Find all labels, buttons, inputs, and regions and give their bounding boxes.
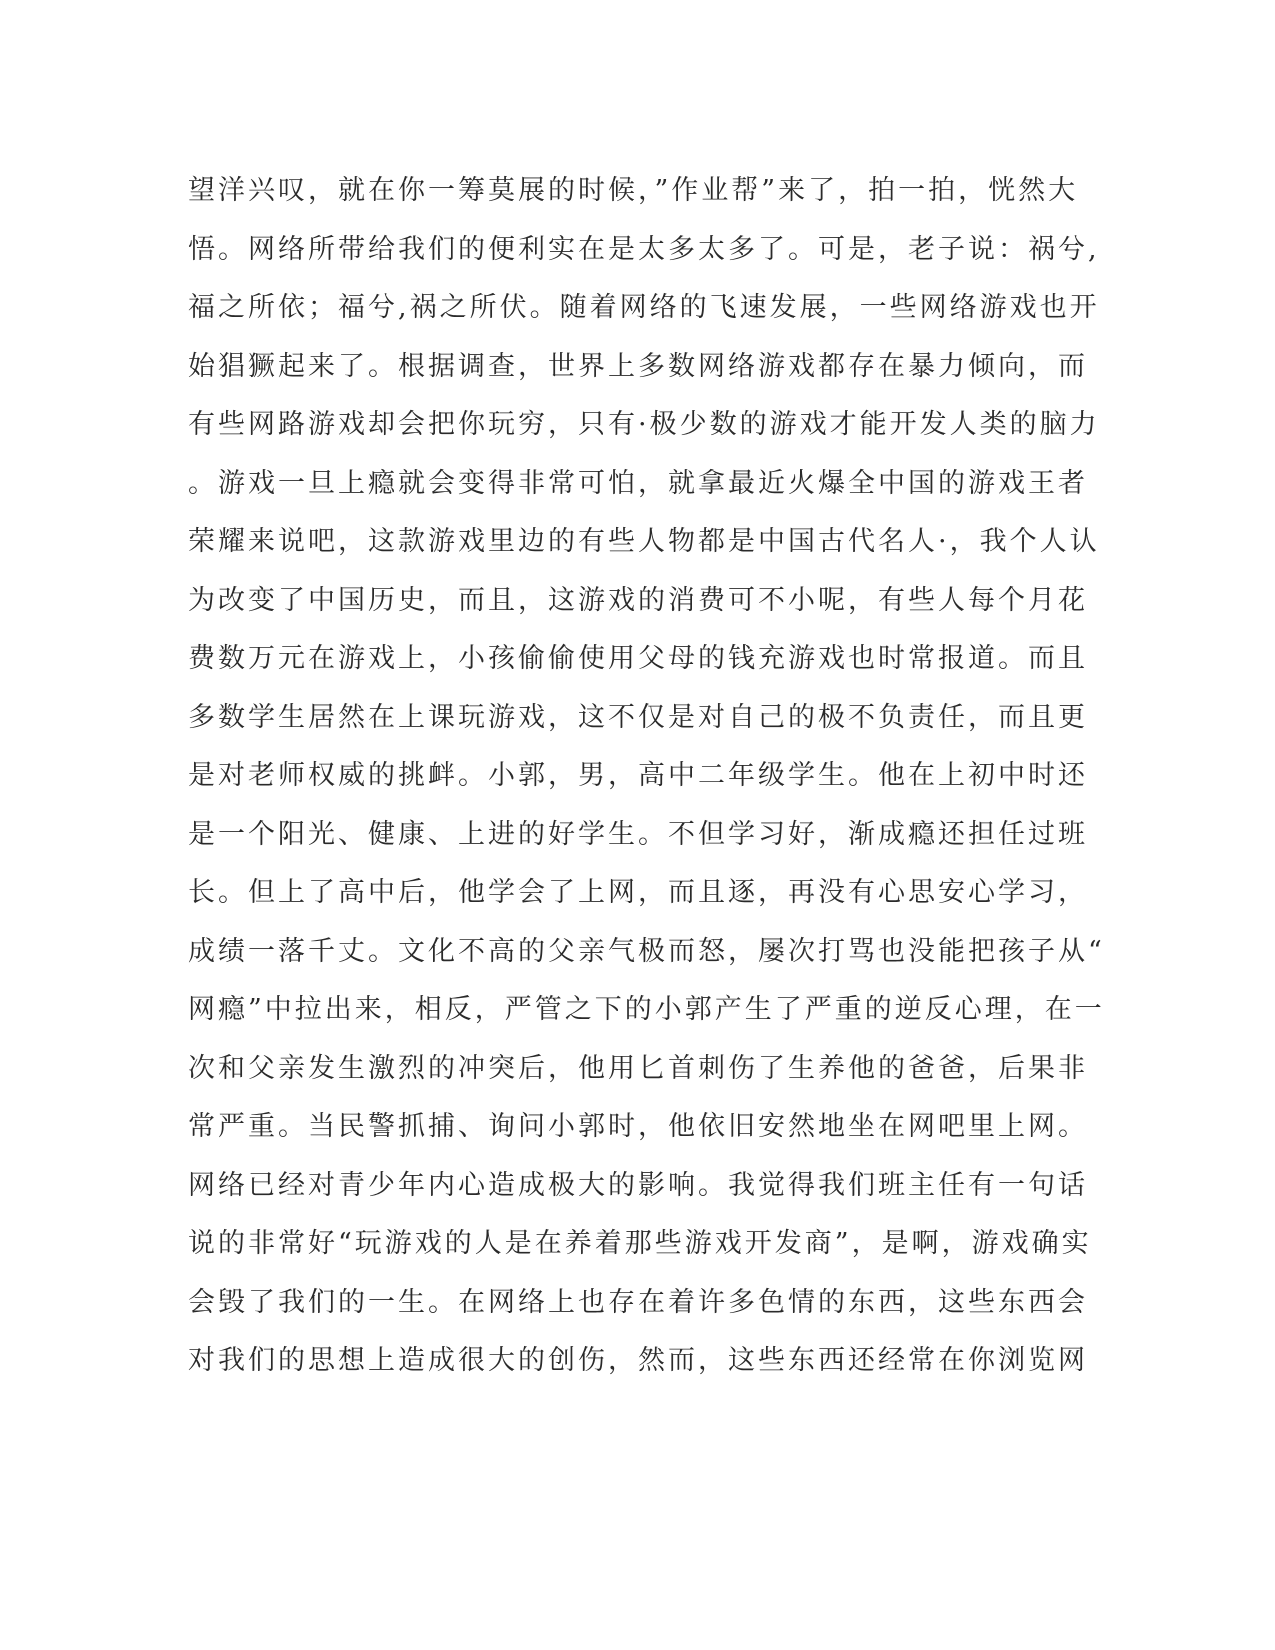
text-line: 对我们的思想上造成很大的创伤，然而，这些东西还经常在你浏览网 [188,1345,1088,1376]
text-line: 福之所依；福兮,祸之所伏。随着网络的飞速发展，一些网络游戏也开 [188,292,1100,323]
text-line: 多数学生居然在上课玩游戏，这不仅是对自己的极不负责任，而且更 [188,701,1088,733]
text-line: 始猖獗起来了。根据调查，世界上多数网络游戏都存在暴力倾向，而 [188,350,1088,382]
text-line: 常严重。当民警抓捕、询问小郭时，他依旧安然地坐在网吧里上网。 [188,1111,1088,1142]
text-line: 为改变了中国历史，而且，这游戏的消费可不小呢，有些人每个月花 [188,584,1088,616]
text-line: 说的非常好“玩游戏的人是在养着那些游戏开发商”，是啊，游戏确实 [188,1228,1092,1259]
text-line: 费数万元在游戏上，小孩偷偷使用父母的钱充游戏也时常报道。而且 [188,643,1088,674]
text-line: 是一个阳光、健康、上进的好学生。不但学习好，渐成瘾还担任过班 [188,818,1088,850]
text-line: 成绩一落千丈。文化不高的父亲气极而怒，屡次打骂也没能把孩子从“ [188,935,1105,967]
text-line: 次和父亲发生激烈的冲突后，他用匕首刺伤了生养他的爸爸，后果非 [188,1052,1088,1084]
text-line: 。游戏一旦上瘾就会变得非常可怕，就拿最近火爆全中国的游戏王者 [188,467,1088,499]
body-text [188,162,1105,1391]
text-line: 望洋兴叹，就在你一筹莫展的时候，”作业帮”来了，拍一拍，恍然大 [188,175,1079,206]
text-line: 是对老师权威的挑衅。小郭，男，高中二年级学生。他在上初中时还 [188,760,1088,791]
text-line: 有些网路游戏却会把你玩穷，只有·极少数的游戏才能开发人类的脑力 [188,409,1100,440]
text-line: 网瘾”中拉出来，相反，严管之下的小郭产生了严重的逆反心理，在一 [188,994,1105,1025]
text-line: 会毁了我们的一生。在网络上也存在着许多色情的东西，这些东西会 [188,1286,1088,1318]
text-line: 网络已经对青少年内心造成极大的影响。我觉得我们班主任有一句话 [188,1169,1088,1201]
text-line: 悟。网络所带给我们的便利实在是太多太多了。可是，老子说：祸兮, [188,233,1100,265]
text-line: 长。但上了高中后，他学会了上网，而且逐，再没有心思安心学习， [188,877,1088,908]
text-line: 荣耀来说吧，这款游戏里边的有些人物都是中国古代名人·，我个人认 [188,526,1100,557]
